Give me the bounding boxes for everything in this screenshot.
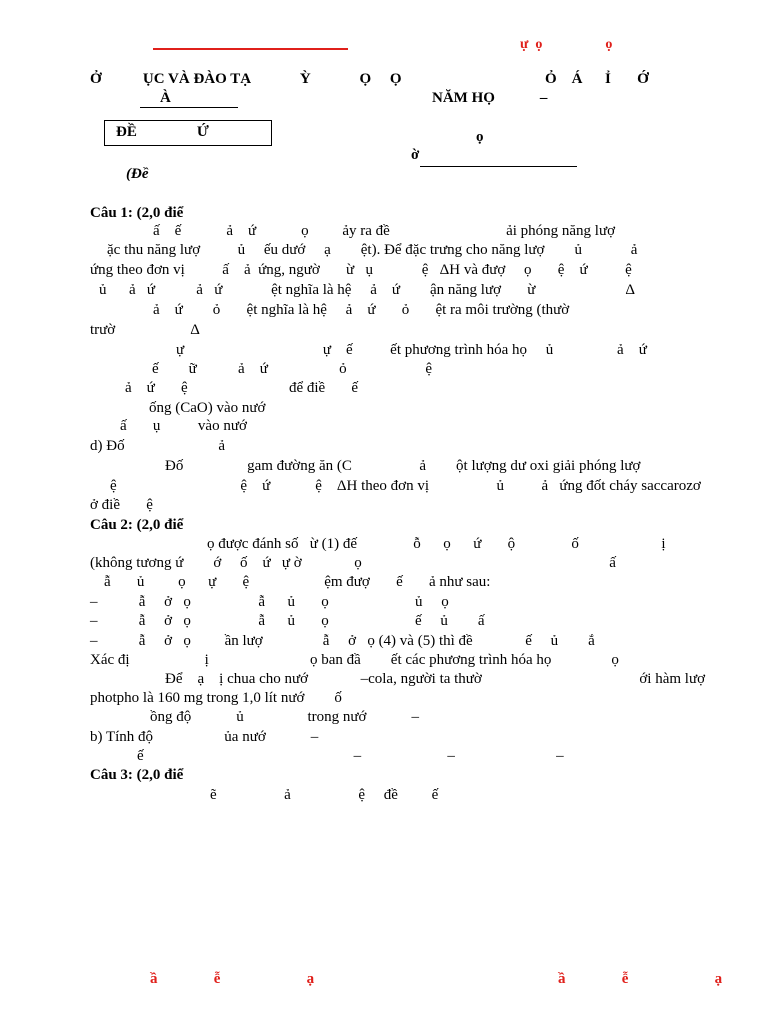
body-line: ấ ế ả ứ ọ ảy ra đề ải phóng năng lượ bbox=[153, 223, 616, 239]
header-right-line2: ọ bbox=[476, 129, 484, 145]
body-line: ệ ệ ứ ệ ΔH theo đơn vị ủ ả ứng đốt cháy saccarozơ bbox=[110, 478, 701, 494]
body-line: ế ữ ả ứ ỏ ệ bbox=[152, 361, 432, 377]
question-3-heading: Câu 3: (2,0 điể bbox=[90, 767, 184, 783]
body-line: ấ ụ vào nướ bbox=[120, 418, 247, 434]
body-line: b) Tính độ ủa nướ – bbox=[90, 729, 319, 745]
body-line: ọ được đánh số ừ (1) đế ỗ ọ ứ ộ ố ị bbox=[207, 536, 666, 552]
header-top-right-red: ự ọ ọ bbox=[520, 37, 613, 52]
body-line: – ẫ ở ọ ẫ ủ ọ ế ủ ấ bbox=[90, 613, 485, 629]
body-line: ả ứ ỏ ệt nghĩa là hệ ả ứ ỏ ệt ra môi trường (thườ bbox=[153, 302, 570, 318]
body-line: (không tương ứ ớ ố ứ ự ờ ọ ấ bbox=[90, 555, 616, 571]
body-line: ứng theo đơn vị ấ ả ứng, ngườ ừ ụ ệ ΔH và đượ ọ ệ ứ ệ bbox=[90, 262, 632, 278]
body-line: ủ ả ứ ả ứ ệt nghĩa là hệ ả ứ ận năng lượ ừ Δ bbox=[99, 282, 636, 298]
body-line: ồng độ ủ trong nướ – bbox=[150, 709, 419, 725]
body-line: ống (CaO) vào nướ bbox=[149, 400, 266, 416]
question-2-heading: Câu 2: (2,0 điể bbox=[90, 517, 184, 533]
body-line: Xác đị ị ọ ban đầ ết các phương trình hóa họ ọ bbox=[90, 652, 619, 668]
body-line: trườ Δ bbox=[90, 322, 200, 338]
header-subtitle-rule bbox=[140, 107, 238, 108]
body-line: – ẫ ở ọ ẫ ủ ọ ủ ọ bbox=[90, 594, 449, 610]
body-line: – ẫ ở ọ ần lượ ẫ ở ọ (4) và (5) thì đề ế ủ ắ bbox=[90, 633, 595, 649]
header-subtitle-right: NĂM HỌ – bbox=[432, 90, 548, 106]
header-title-left: Ở ỤC VÀ ĐÀO TẠ Ỳ Ọ Ọ bbox=[90, 71, 402, 87]
question-1-heading: Câu 1: (2,0 điể bbox=[90, 205, 184, 221]
body-line: photpho là 160 mg trong 1,0 lít nướ ố bbox=[90, 690, 342, 706]
body-line: ở điề ệ bbox=[90, 497, 153, 513]
header-red-rule bbox=[153, 48, 348, 50]
header-subtitle-left: À bbox=[160, 90, 171, 106]
body-line: ặc thu năng lượ ủ ếu dướ ạ ệt). Để đặc trưng cho năng lượ ủ ả bbox=[107, 242, 638, 258]
footer-left-red: ầ ễ ạ bbox=[150, 971, 315, 987]
header-right-line3: ờ bbox=[411, 147, 420, 163]
body-line: Để ạ ị chua cho nướ –cola, người ta thườ ới hàm lượ bbox=[165, 671, 706, 687]
body-line: ế – – – bbox=[137, 748, 564, 764]
body-line: ả ứ ệ để điề ế bbox=[125, 380, 359, 396]
body-line: ự ự ế ết phương trình hóa họ ủ ả ứ bbox=[176, 342, 647, 358]
header-note: (Đề bbox=[126, 166, 149, 182]
body-line: d) Đố ả bbox=[90, 438, 225, 454]
exam-label: ĐỀ Ứ bbox=[116, 124, 209, 140]
footer-right-red: ầ ễ ạ bbox=[558, 971, 723, 987]
body-line: ẽ ả ệ đề ế bbox=[210, 787, 439, 803]
body-line: Đố gam đường ăn (C ả ột lượng dư oxi giải phóng lượ bbox=[165, 458, 641, 474]
body-line: ẫ ủ ọ ự ệ ệm đượ ế ả như sau: bbox=[104, 574, 491, 590]
header-title-right: Ỏ Á Ỉ Ớ bbox=[545, 71, 649, 87]
header-right-rule bbox=[420, 166, 577, 167]
